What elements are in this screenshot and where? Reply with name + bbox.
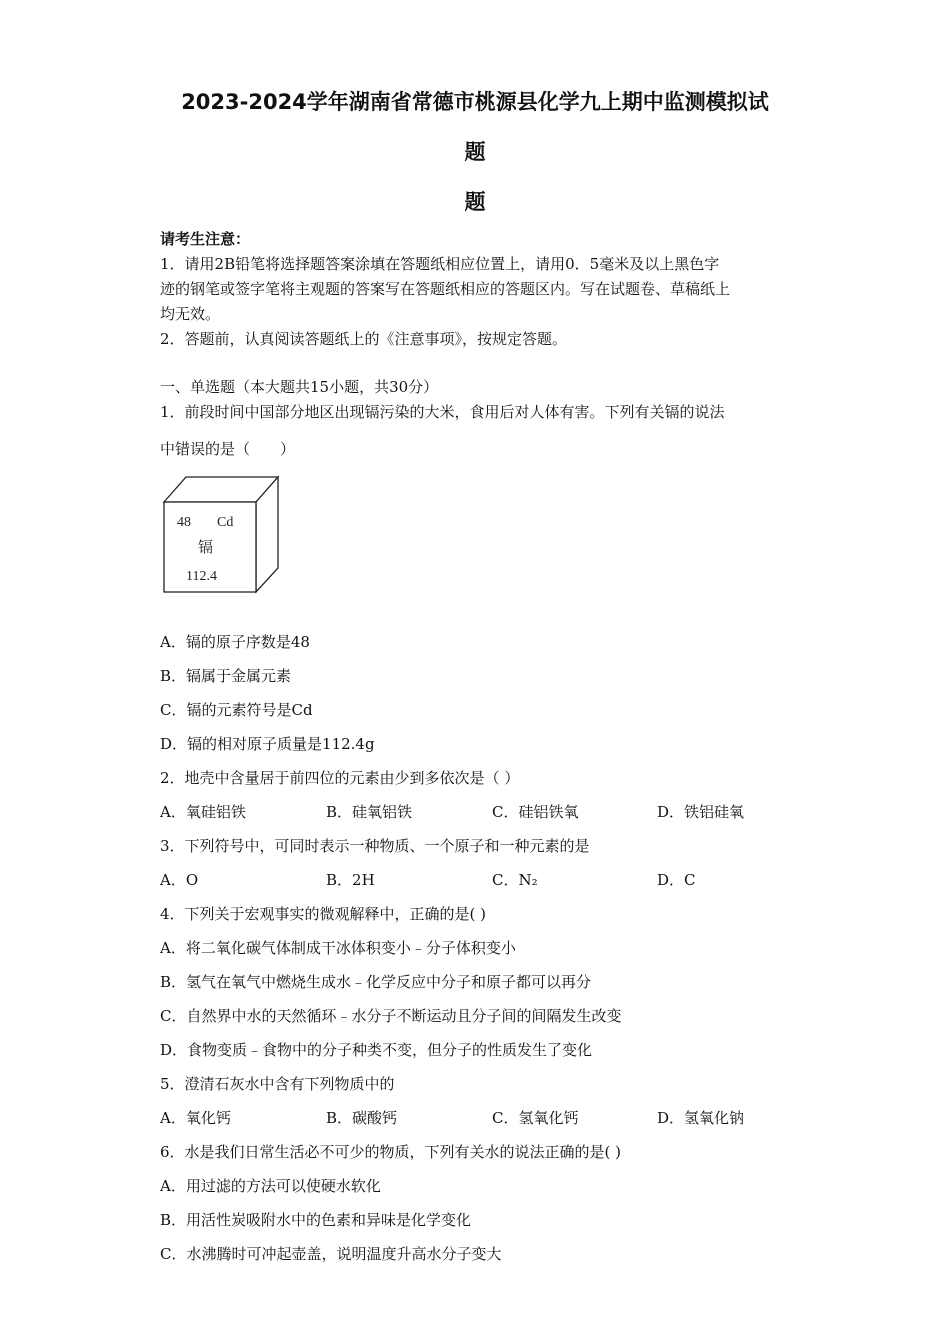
q1-option-c: C．镉的元素符号是Cd [160,701,313,719]
q3-option-b: B．2H [326,871,375,889]
q4-stem: 4．下列关于宏观事实的微观解释中，正确的是( ) [160,905,487,923]
q1-option-a: A．镉的原子序数是48 [160,633,310,651]
q2-option-c: C．硅铝铁氧 [492,803,579,821]
notice-item-1-line-1: 1．请用2B铅笔将选择题答案涂填在答题纸相应位置上，请用0．5毫米及以上黑色字 [160,255,720,273]
notice-item-2: 2．答题前，认真阅读答题纸上的《注意事项》，按规定答题。 [160,330,568,348]
notice-item-1-line-3: 均无效。 [160,305,221,323]
q5-stem: 5．澄清石灰水中含有下列物质中的 [160,1075,395,1093]
q6-stem: 6．水是我们日常生活必不可少的物质，下列有关水的说法正确的是( ) [160,1143,622,1161]
q6-option-c: C．水沸腾时可冲起壶盖，说明温度升高水分子变大 [160,1245,502,1263]
notice-heading: 请考生注意： [160,230,251,248]
q1-stem-line-2: 中错误的是（ ） [160,440,296,458]
page-title-line-1: 2023-2024学年湖南省常德市桃源县化学九上期中监测模拟试 [181,90,769,114]
q4-option-c: C．自然界中水的天然循环﹣水分子不断运动且分子间的间隔发生改变 [160,1007,622,1025]
q2-option-a: A．氧硅铝铁 [160,803,246,821]
q5-option-c: C．氢氧化钙 [492,1109,579,1127]
q2-stem: 2．地壳中含量居于前四位的元素由少到多依次是（ ） [160,769,520,787]
q3-stem: 3．下列符号中，可同时表示一种物质、一个原子和一种元素的是 [160,837,590,855]
page-title-line-3: 题 [464,190,486,214]
element-cube-svg [160,474,282,596]
element-name: 镉 [198,538,214,556]
q1-option-d: D．镉的相对原子质量是112.4g [160,735,375,753]
element-atomic-mass: 112.4 [186,569,217,584]
q6-option-b: B．用活性炭吸附水中的色素和异味是化学变化 [160,1211,472,1229]
section-heading: 一、单选题（本大题共15小题，共30分） [160,378,439,396]
element-symbol: Cd [217,515,234,530]
q4-option-a: A．将二氧化碳气体制成干冰体积变小﹣分子体积变小 [160,939,516,957]
q6-option-a: A．用过滤的方法可以使硬水软化 [160,1177,381,1195]
q4-option-b: B．氢气在氧气中燃烧生成水﹣化学反应中分子和原子都可以再分 [160,973,592,991]
element-tile-figure [160,474,282,596]
q3-option-c: C．N₂ [492,871,538,889]
q4-option-d: D．食物变质﹣食物中的分子种类不变，但分子的性质发生了变化 [160,1041,593,1059]
q2-option-b: B．硅氧铝铁 [326,803,413,821]
notice-item-1-line-2: 迹的钢笔或签字笔将主观题的答案写在答题纸相应的答题区内。写在试题卷、草稿纸上 [160,280,731,298]
q1-option-b: B．镉属于金属元素 [160,667,292,685]
q3-option-d: D．C [657,871,696,889]
element-atomic-number: 48 [177,515,191,530]
q3-option-a: A．O [160,871,199,889]
q5-option-d: D．氢氧化钠 [657,1109,745,1127]
q1-stem-line-1: 1．前段时间中国部分地区出现镉污染的大米，食用后对人体有害。下列有关镉的说法 [160,403,725,421]
page-title-line-2: 题 [464,140,486,164]
q5-option-b: B．碳酸钙 [326,1109,398,1127]
q5-option-a: A．氧化钙 [160,1109,231,1127]
q2-option-d: D．铁铝硅氧 [657,803,745,821]
